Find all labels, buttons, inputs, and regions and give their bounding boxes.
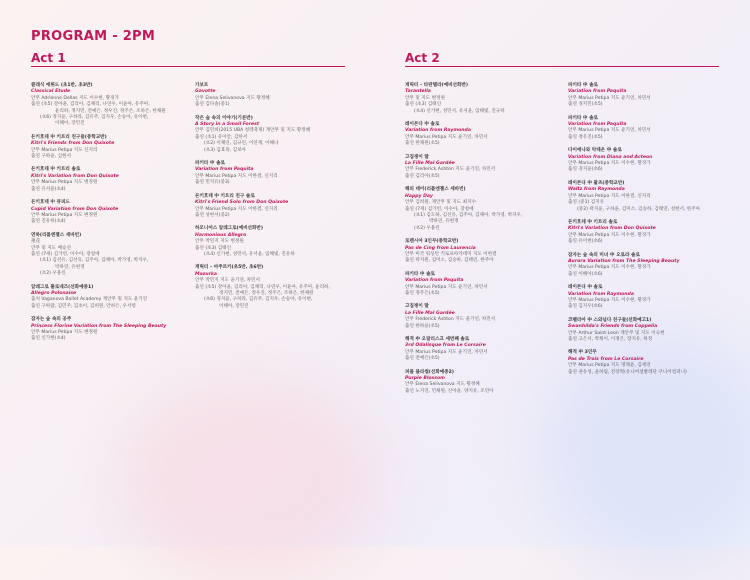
piece-title-english: Cupid Variation from Don Quixote xyxy=(31,206,119,212)
program-item xyxy=(568,148,726,174)
program-item xyxy=(405,155,563,181)
credit-line: (초1) 김선유, 김선유, 김주아, 김채아, 박가영, 박지우, xyxy=(40,258,149,264)
piece-title-korean: 로렌시아 3인무(중학교반) xyxy=(405,239,459,245)
piece-title-korean: 게릭터 – 타란텔라(예비선화반) xyxy=(405,83,468,88)
credit-line: 안무 박민지 지도 윤기연, 차민서 xyxy=(195,278,260,284)
piece-title-english: La Fille Mal Gardée xyxy=(405,310,455,316)
credit-line: 출연 구하람, 김민주, 김초이, 김희원, 안하은, 우서령 xyxy=(31,303,136,309)
piece-title-korean: 돈키호테 中 키트리 친구 솔로 xyxy=(195,193,255,199)
piece-title-english: Harmonious Allegro xyxy=(195,232,247,238)
program-item xyxy=(31,317,189,343)
act1-divider xyxy=(31,66,345,67)
credit-line: 출연 진유하(초4) xyxy=(31,219,66,225)
program-item xyxy=(31,233,189,278)
program-item xyxy=(195,83,353,109)
piece-title-english: Classical Etude xyxy=(31,89,71,95)
piece-title-korean: 레이몬다 中 솔로 xyxy=(568,285,603,291)
piece-title-korean: 돈키호테 中 큐피드 xyxy=(31,200,70,206)
credit-line: 출연 경지윤(초6) xyxy=(568,167,603,173)
credit-line: 안무 Marius Petipa 지도 이수현, 황경가 xyxy=(568,297,651,303)
credit-line: 출연 권유성, 윤하림, 전강혁(유니버셜발레단 쿠니어컴퍼니) xyxy=(568,369,687,375)
program-item xyxy=(405,187,563,232)
credit-line: 안무 Marius Petipa 지도 이수현, 황경가 xyxy=(568,232,651,238)
credit-line: 출연 (초3) 김태인 xyxy=(195,245,232,251)
credit-line: 蓮花 xyxy=(31,239,41,245)
credit-line: 안무 Elena Selivanova 지도 황정혜 xyxy=(405,382,480,388)
piece-title-english: La Fille Mal Gardée xyxy=(405,161,455,167)
credit-line: 안무 및 지도 변정원 xyxy=(405,95,445,101)
credit-line: 안무 Marius Petipa 지도 이수현, 황경가 xyxy=(568,161,651,167)
program-item xyxy=(195,194,353,220)
piece-title-korean: 돈키호테 中 키트리 친구들(중학교반) xyxy=(31,134,107,140)
piece-title-english: Kitri's Friends from Don Quixote xyxy=(31,141,115,147)
credit-line: 안무 Marius Petipa 지도 윤기연, 차민서 xyxy=(568,95,651,101)
piece-title-english: Pas de Cing from Laurencia xyxy=(405,245,476,251)
credit-line: 안무 Marius Petipa 지도 윤기연, 차민서 xyxy=(405,349,488,355)
piece-title-korean: 해피 데이(리틀엔젤스 세바빈) xyxy=(405,187,466,193)
piece-title-korean: 연하(리틀엔젤스 세바빈) xyxy=(31,232,82,238)
program-item xyxy=(405,239,563,265)
piece-title-korean: 파키타 中 솔로 xyxy=(568,115,598,121)
credit-line: 출연 신가현(초4) xyxy=(31,336,66,342)
credit-line: 출연 (7세) 김가빈, 이수아, 장설애 xyxy=(31,251,100,257)
program-item xyxy=(31,135,189,161)
credit-line: 출연 한하윤(초5) xyxy=(405,323,440,329)
piece-title-korean: 작은 숲 속의 이야기(기본반) xyxy=(195,115,253,121)
credit-line: 출연 (중1) 김지유 xyxy=(568,200,605,206)
credit-line: 출연 민지유(중3) xyxy=(195,180,230,186)
credit-line: 출연 노지연, 민채원, 신아윤, 양지유, 조민아 xyxy=(405,388,494,394)
piece-title-korean: 고집쟁이 딸 xyxy=(405,304,429,310)
credit-line: (초2) 우용린 xyxy=(40,271,66,277)
credit-line: 안무 Marius Petipa 지도 명채윤, 김세연 xyxy=(568,363,651,369)
credit-line: 안무 김민희(2015 UBA 청레축제) 재안무 및 지도 황정혜 xyxy=(195,128,311,134)
credit-line: (초4) 신가현, 성민서, 유서윤, 임해빛, 진유하 xyxy=(204,251,295,257)
credit-line: 이해아, 장민진 xyxy=(219,303,249,309)
program-item xyxy=(568,116,726,142)
credit-line: 안무 박민지 지도 변정원 xyxy=(195,239,244,245)
piece-title-english: Kitri's Friend Solo from Don Quixote xyxy=(195,200,289,206)
piece-title-korean: 게릭터 – 마주르카(초5반, 초6반) xyxy=(195,265,264,271)
program-column-2 xyxy=(195,83,353,317)
piece-title-korean: 파키타 中 솔로 xyxy=(568,83,598,88)
program-item xyxy=(568,285,726,311)
credit-line: 안무 Frederick Ashton 지도 윤기연, 차민서 xyxy=(405,167,496,173)
piece-title-english: Swanhilda's Friends from Coppelia xyxy=(568,324,658,330)
program-item xyxy=(568,181,726,213)
credit-line: 출연 김다솔(중1) xyxy=(195,102,230,108)
piece-title-english: Variation from Paquita xyxy=(195,167,254,173)
program-column-4 xyxy=(568,83,726,383)
program-item xyxy=(31,167,189,193)
credit-line: 출연 성현서(중2) xyxy=(195,212,230,218)
credit-line: (초6) 경지윤, 구하라, 김유주, 김지우, 손승아, 유이현, xyxy=(40,115,149,121)
piece-title-korean: 해적 中 3인무 xyxy=(568,350,597,356)
credit-line: 출연 (7세) 김가빈, 이수아, 장설애 xyxy=(405,206,474,212)
credit-line: 안무 Marius Petipa 지도 이한결, 신지리 xyxy=(195,173,278,179)
credit-line: 출연 경지민(초5) xyxy=(568,102,603,108)
credit-line: 출연 (초3) 김태인 xyxy=(405,102,442,108)
piece-title-english: 3rd Odalisque from Le Corsaire xyxy=(405,343,486,349)
credit-line: 안무 Adrienne Dellas 지도 이수현, 황경가 xyxy=(31,95,119,101)
credit-line: 출연 구하윤, 심현서 xyxy=(31,154,71,160)
piece-title-korean: 코펠리아 中 스와닐다 친구들(선화예고1) xyxy=(568,317,652,323)
program-item xyxy=(195,116,353,154)
piece-title-english: Tarantella xyxy=(405,89,431,95)
piece-title-english: Allegro Polonaise xyxy=(31,290,77,296)
credit-line: 안무 Marius Petipa 지도 이수현, 황경가 xyxy=(568,265,651,271)
piece-title-korean: 알레그로 폴로네즈(선화예중1) xyxy=(31,284,94,290)
credit-line: 출연 김리아(초5) xyxy=(405,173,440,179)
piece-title-korean: 잠자는 숲 속의 공주 xyxy=(31,317,72,323)
program-item xyxy=(405,304,563,330)
piece-title-english: Variation from Raymonda xyxy=(405,128,471,134)
piece-title-korean: 가보트 xyxy=(195,83,209,88)
program-item xyxy=(31,83,189,128)
piece-title-english: Variation from Paquita xyxy=(405,278,464,284)
program-item xyxy=(195,226,353,258)
program-item xyxy=(195,161,353,187)
credit-line: 출연 곽지원, 김미소, 김승하, 김태연, 한주아 xyxy=(405,258,494,264)
act2-divider xyxy=(405,66,719,67)
program-item xyxy=(31,200,189,226)
program-item xyxy=(568,220,726,246)
program-item xyxy=(405,83,563,115)
credit-line: 안무 Marius Petipa 지도 윤기연, 차민서 xyxy=(405,134,488,140)
piece-title-english: Princess Florine Variation from The Sleeping Beauty xyxy=(31,323,167,329)
piece-title-english: A Story in a Small Forest xyxy=(195,122,260,128)
credit-line: (중2) 곽지윤, 구하윤, 김미소, 김승하, 김태연, 성현서, 한주아 xyxy=(577,206,701,212)
piece-title-korean: 레이몬다 中 왈츠(중학교반) xyxy=(568,180,625,186)
piece-title-korean: 돈키호테 中 키트리 솔로 xyxy=(31,167,81,173)
program-item xyxy=(405,272,563,298)
credit-line: 출연 전예은(초5) xyxy=(405,356,440,362)
credit-line: 안무 미국 워싱턴 키로프아카데미 지도 이한결 xyxy=(405,251,497,257)
piece-title-korean: 돈키호테 中 키트리 솔로 xyxy=(568,219,618,225)
program-item xyxy=(568,318,726,344)
piece-title-korean: 다이애나와 악테온 中 솔로 xyxy=(568,148,622,154)
credit-line: 안무 Marius Petipa 지도 변정원 xyxy=(31,330,98,335)
piece-title-english: Happy Day xyxy=(405,193,433,199)
credit-line: (초6) 경지윤, 구하라, 김유주, 김지우, 손승아, 유이현, xyxy=(204,297,313,303)
credit-line: 출연 정유진(초5) xyxy=(568,134,603,140)
credit-line: 출연 정주은(초5) xyxy=(405,290,440,296)
credit-line: 안무 Marius Petipa 지도 이한결, 신지리 xyxy=(568,193,651,199)
credit-line: 출연 (초5) 강아윤, 김리아, 김채리, 나연우, 이윤아, 유주아, 윤리하, xyxy=(195,284,330,290)
piece-title-korean: 고집쟁이 딸 xyxy=(405,154,429,160)
program-item xyxy=(195,265,353,310)
credit-line: 안무 Marius Petipa 지도 윤기연, 차민서 xyxy=(568,128,651,134)
credit-line: 박하연, 유현정 xyxy=(55,264,85,270)
credit-line: 안무 Marius Petipa 지도 변정원 xyxy=(31,180,98,186)
piece-title-korean: 클래식 에튀드 (초1반, 초3반) xyxy=(31,83,93,88)
piece-title-english: Gavotte xyxy=(195,89,216,95)
program-item xyxy=(568,350,726,376)
piece-title-english: Variation from Raymonda xyxy=(568,291,634,297)
credit-line: 윤리하, 정지민, 전예은, 정우진, 정주은, 조하은, 한채원 xyxy=(55,108,166,114)
credit-line: 출연 (초1) 유이안, 김한서 xyxy=(195,134,248,140)
credit-line: 출연 김지우(초6) xyxy=(568,304,603,310)
credit-line: (초1) 김도하, 김선유, 김주아, 김채아, 박가영, 박지우, xyxy=(414,212,523,218)
credit-line: (초2) 우용린 xyxy=(414,225,440,231)
piece-title-english: Variation from Diana and Acteon xyxy=(568,154,653,160)
piece-title-english: Aurora Variation from The Sleeping Beauty xyxy=(568,258,680,264)
piece-title-english: Waltz from Raymonda xyxy=(568,187,625,193)
piece-title-english: Variation from Paquita xyxy=(568,122,627,128)
piece-title-english: Kitri's Variation from Don Quixote xyxy=(31,173,119,179)
piece-title-english: Purple Blossom xyxy=(405,376,445,382)
piece-title-korean: 하모니어스 알레그로(예비선화반) xyxy=(195,226,263,232)
credit-line: 안무 Arthur Saint-Leon 재안무 및 지도 이숙현 xyxy=(568,330,665,336)
credit-line: 안무 Marius Petipa 지도 신지리 xyxy=(31,147,98,153)
piece-title-korean: 해적 中 오달리스크 세번째 솔로 xyxy=(405,337,470,342)
credit-line: 안무 Marius Petipa 지도 변정원 xyxy=(31,212,98,218)
program-item xyxy=(568,83,726,109)
program-column-1 xyxy=(31,83,189,350)
credit-line: 안무 Elena Selivanova 지도 황정혜 xyxy=(195,95,270,101)
credit-line: 출연 (초5) 강아윤, 김리아, 김채리, 나연우, 이윤아, 유주아, xyxy=(31,102,150,108)
credit-line: 안무 Frederick Ashton 지도 윤기연, 차민서 xyxy=(405,317,496,323)
piece-title-english: Variation from Paquita xyxy=(568,89,627,95)
credit-line: (초4) 신가현, 성민서, 유서윤, 임해빛, 진규하 xyxy=(414,108,505,114)
program-item xyxy=(405,122,563,148)
credit-line: 출연 유서윤(초4) xyxy=(31,186,66,192)
credit-line: 출연 유이현(초6) xyxy=(568,239,603,245)
piece-title-korean: 파키타 中 솔로 xyxy=(195,161,225,167)
program-item xyxy=(405,337,563,363)
credit-line: (초2) 이채연, 김규린, 이연재, 이해나 xyxy=(204,141,279,147)
program-item xyxy=(568,253,726,279)
credit-line: 출연 한채원(초5) xyxy=(405,141,440,147)
program-column-3 xyxy=(405,83,563,402)
piece-title-english: Mazurka xyxy=(195,271,218,277)
credit-line: 정지민, 전예은, 정우진, 정주은, 조하은, 한채원 xyxy=(219,290,314,296)
credit-line: 안무 김희원, 재안무 및 지도 최지수 xyxy=(405,200,476,206)
credit-line: 박하연, 유현정 xyxy=(429,219,459,225)
background-glow-pink xyxy=(120,380,380,580)
credit-line: (초3) 김효목, 김보아 xyxy=(204,147,246,153)
credit-line: 안무 및 지도 배승연 xyxy=(31,245,71,251)
credit-line: 출연 고은서, 박채이, 이정은, 장지유, 허정 xyxy=(568,337,653,342)
piece-title-english: Pas de Trois from Le Corsaire xyxy=(568,356,644,362)
credit-line: 안무 Marius Petipa 지도 윤기연, 차민서 xyxy=(405,284,488,290)
piece-title-korean: 퍼플 블라썸(선화예중2) xyxy=(405,369,454,375)
program-item xyxy=(405,370,563,396)
credit-line: 이해아, 장민진 xyxy=(55,121,85,127)
credit-line: 안무 Marius Petipa 지도 이한결, 신지리 xyxy=(195,206,278,212)
piece-title-korean: 레이몬다 中 솔로 xyxy=(405,122,440,128)
piece-title-korean: 잠자는 숲 속의 미녀 中 오로라 솔로 xyxy=(568,252,640,258)
program-item xyxy=(31,285,189,311)
credit-line: 출연 이해아(초6) xyxy=(568,271,603,277)
piece-title-english: Kitri's Variation from Don Quixote xyxy=(568,226,656,232)
credit-line: 출처 Vaganova Ballet Academy 재안무 및 지도 윤기연 xyxy=(31,297,148,303)
act1-heading: Act 1 xyxy=(31,51,66,65)
act2-heading: Act 2 xyxy=(405,51,440,65)
piece-title-korean: 파키타 中 솔로 xyxy=(405,271,435,277)
program-title: PROGRAM - 2PM xyxy=(31,29,156,44)
